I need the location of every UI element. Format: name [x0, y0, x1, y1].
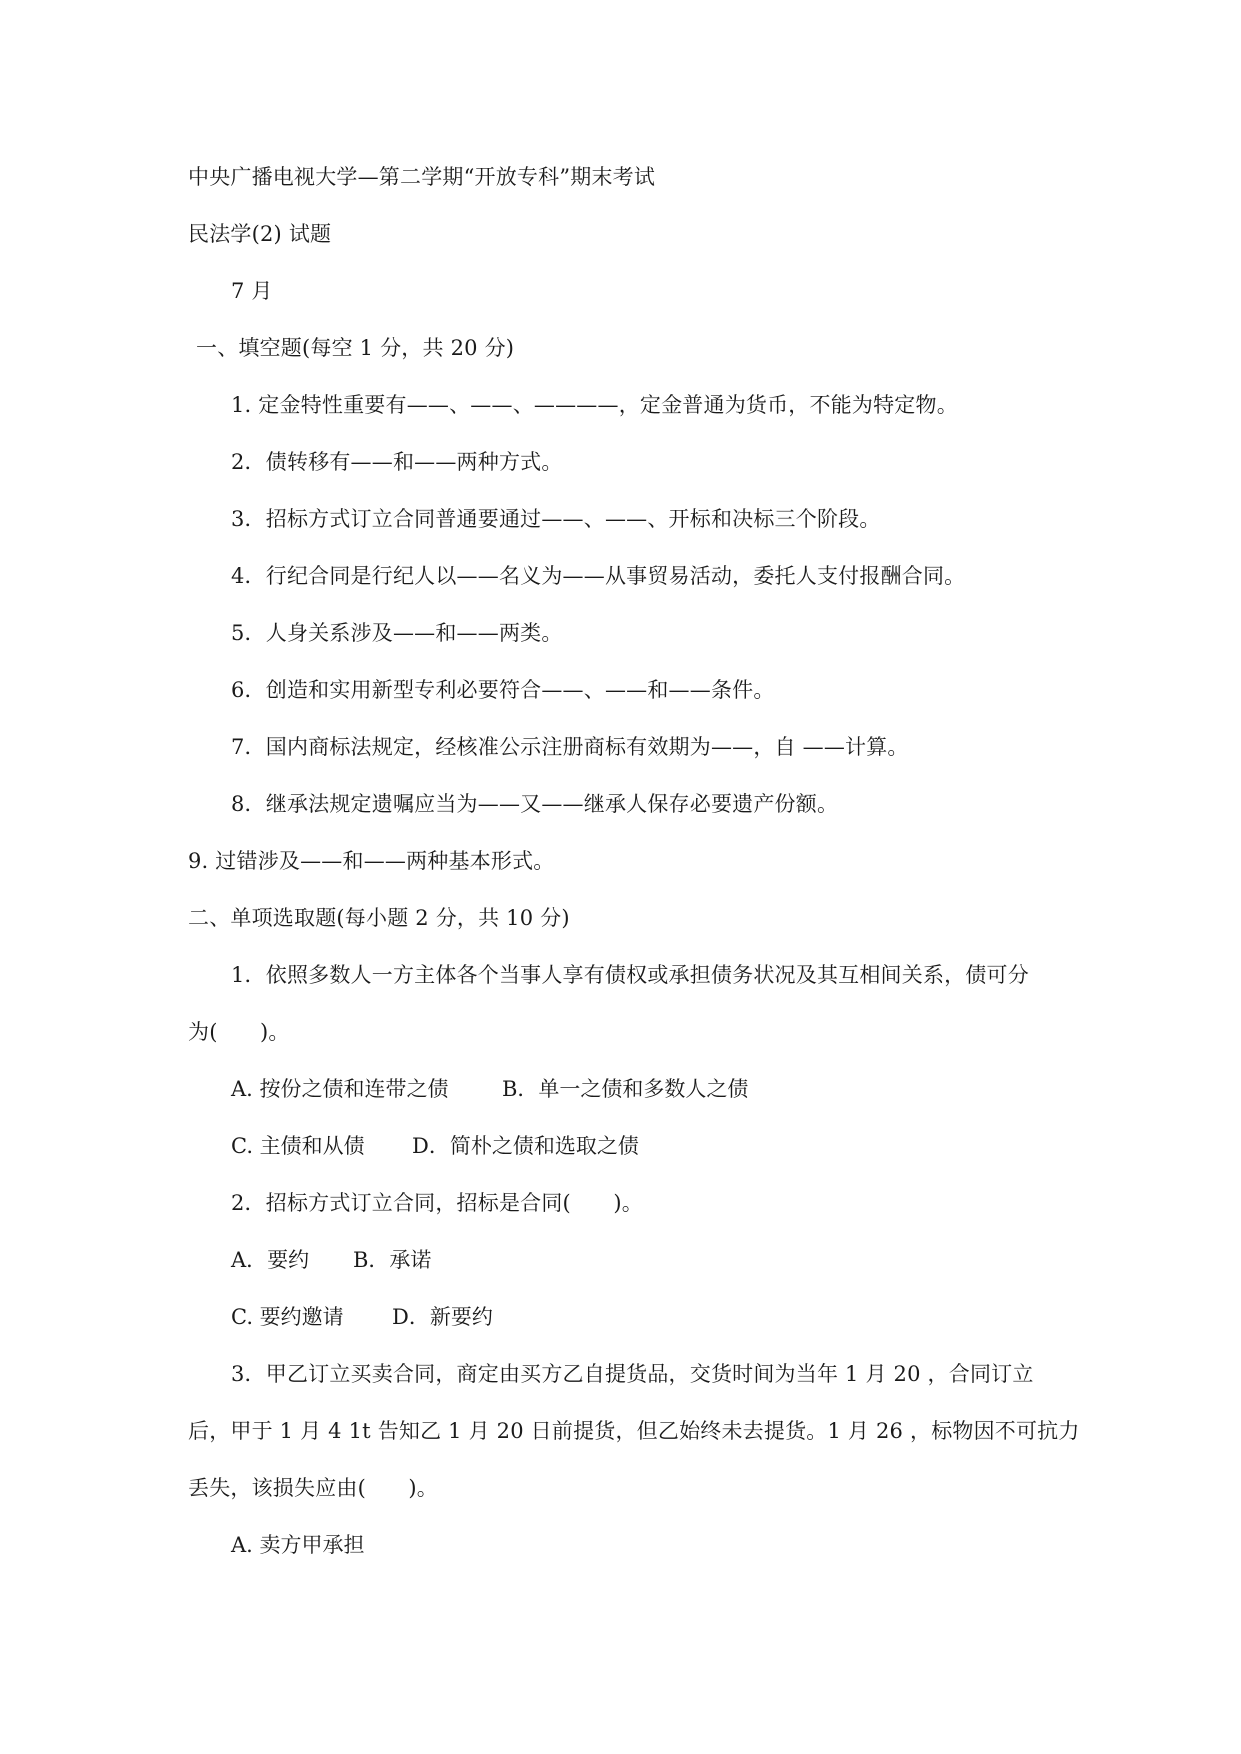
- fill-blank-item-9: 9. 过错涉及——和——两种基本形式。: [188, 849, 555, 873]
- q2-option-d: D．新要约: [392, 1305, 493, 1329]
- q2-option-c: C. 要约邀请: [231, 1305, 344, 1329]
- q1-option-c: C. 主债和从债: [231, 1134, 365, 1158]
- q2-option-a: A．要约: [231, 1248, 310, 1272]
- fill-blank-item-4: 4．行纪合同是行纪人以——名义为——从事贸易活动，委托人支付报酬合同。: [231, 564, 966, 588]
- q1-stem-line2: 为( )。: [188, 1020, 290, 1044]
- q3-stem-line2: 后，甲于 1 月 4 1t 告知乙 1 月 20 日前提货，但乙始终未去提货。1 月 26 ，标物因不可抗力: [188, 1419, 1080, 1443]
- fill-blank-item-2: 2．债转移有——和——两种方式。: [231, 450, 563, 474]
- q1-option-a: A. 按份之债和连带之债: [231, 1077, 449, 1101]
- q3-option-a: A. 卖方甲承担: [231, 1533, 365, 1557]
- fill-blank-item-7: 7．国内商标法规定，经核准公示注册商标有效期为——，自 ——计算。: [231, 735, 909, 759]
- fill-blank-item-8: 8．继承法规定遗嘱应当为——又——继承人保存必要遗产份额。: [231, 792, 839, 816]
- q2-option-b: B．承诺: [353, 1248, 432, 1272]
- fill-blank-item-3: 3．招标方式订立合同普通要通过——、——、开标和决标三个阶段。: [231, 507, 881, 531]
- fill-blank-item-1: 1. 定金特性重要有——、——、————，定金普通为货币，不能为特定物。: [231, 393, 958, 417]
- exam-date: 7 月: [231, 279, 273, 303]
- q1-option-d: D．简朴之债和选取之债: [412, 1134, 639, 1158]
- q3-stem-line3: 丢失，该损失应由( )。: [188, 1476, 438, 1500]
- q1-stem-line1: 1．依照多数人一方主体各个当事人享有债权或承担债务状况及其互相间关系，债可分: [231, 963, 1029, 987]
- exam-title: 中央广播电视大学—第二学期“开放专科”期末考试: [188, 165, 656, 189]
- q2-stem: 2．招标方式订立合同，招标是合同( )。: [231, 1191, 643, 1215]
- exam-subject: 民法学(2) 试题: [188, 222, 332, 246]
- q1-option-b: B．单一之债和多数人之债: [502, 1077, 749, 1101]
- section1-heading: 一、填空题(每空 1 分，共 20 分): [196, 336, 515, 360]
- q3-stem-line1: 3．甲乙订立买卖合同，商定由买方乙自提货品，交货时间为当年 1 月 20 ，合同订立: [231, 1362, 1034, 1386]
- fill-blank-item-6: 6．创造和实用新型专利必要符合——、——和——条件。: [231, 678, 775, 702]
- fill-blank-item-5: 5．人身关系涉及——和——两类。: [231, 621, 563, 645]
- section2-heading: 二、单项选取题(每小题 2 分，共 10 分): [188, 906, 570, 930]
